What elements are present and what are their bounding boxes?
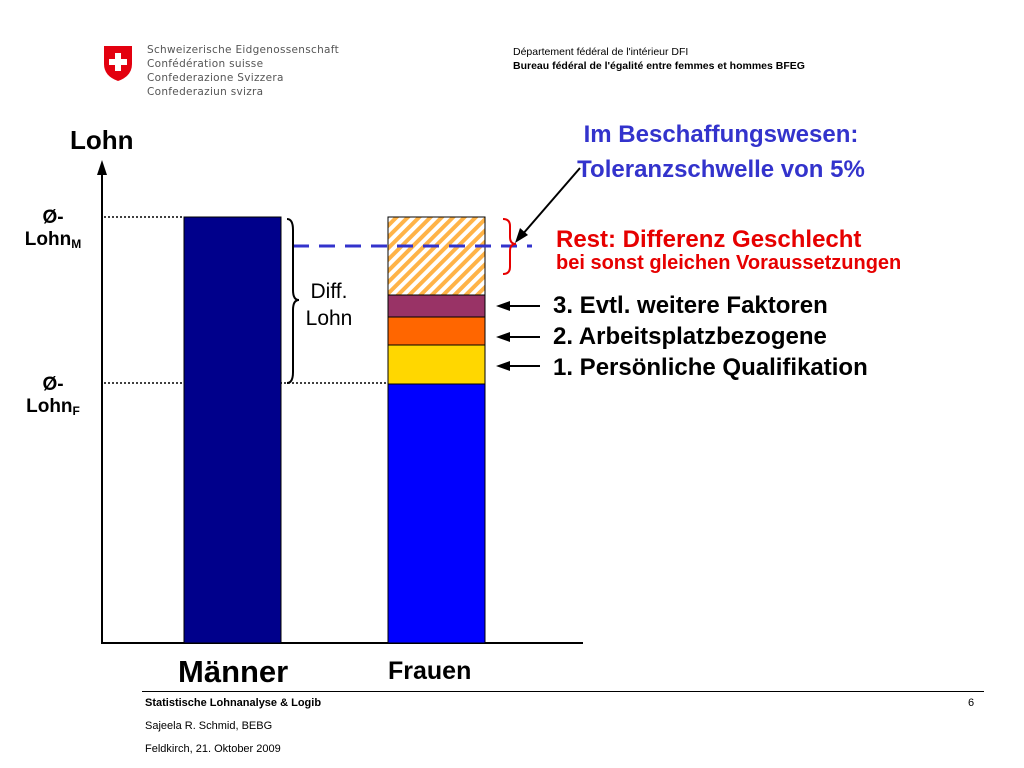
footer-divider bbox=[142, 691, 984, 692]
diff-label-line1: Diff. bbox=[310, 280, 348, 303]
women-base-bar bbox=[388, 384, 485, 643]
avg-men-text bbox=[18, 229, 88, 255]
segment-rest-gender bbox=[388, 217, 485, 295]
diff-label-line2: Lohn bbox=[305, 307, 353, 330]
segment-qualification bbox=[388, 345, 485, 384]
diff-label bbox=[296, 278, 362, 332]
footer-place-date: Feldkirch, 21. Oktober 2009 bbox=[145, 743, 281, 755]
factor2-label: 2. Arbeitsplatzbezogene bbox=[553, 323, 827, 350]
segment-other-factors bbox=[388, 295, 485, 317]
avg-women-word: Lohn bbox=[26, 396, 73, 417]
tolerance-title-line2: Toleranzschwelle von 5% bbox=[577, 156, 865, 183]
avg-men-label bbox=[18, 207, 88, 255]
avg-women-prefix: Ø- bbox=[42, 374, 64, 395]
avg-men-prefix: Ø- bbox=[42, 207, 64, 228]
factor1-label: 1. Persönliche Qualifikation bbox=[553, 354, 868, 381]
tolerance-title-line1: Im Beschaffungswesen: bbox=[583, 121, 859, 148]
department-name: Département fédéral de l'intérieur DFI bbox=[513, 46, 689, 58]
segment-workplace bbox=[388, 317, 485, 345]
rest-title: Rest: Differenz Geschlecht bbox=[556, 226, 862, 253]
avg-women-text bbox=[18, 396, 88, 422]
bureau-name: Bureau fédéral de l'égalité entre femmes et hommes BFEG bbox=[513, 60, 805, 72]
avg-women-label bbox=[18, 374, 88, 422]
org-line-it: Confederazione Svizzera bbox=[147, 72, 284, 84]
org-line-rm: Confederaziun svizra bbox=[147, 86, 264, 98]
factor1-arrow-icon bbox=[496, 361, 510, 371]
org-line-fr: Confédération suisse bbox=[147, 58, 264, 70]
factor3-label: 3. Evtl. weitere Faktoren bbox=[553, 292, 828, 319]
org-line-de: Schweizerische Eidgenossenschaft bbox=[147, 44, 339, 56]
y-axis-arrow-icon bbox=[97, 160, 107, 175]
men-bar bbox=[184, 217, 281, 643]
factor2-arrow-icon bbox=[496, 332, 510, 342]
y-axis-title: Lohn bbox=[70, 125, 134, 155]
tolerance-title bbox=[536, 117, 906, 187]
rest-subtitle: bei sonst gleichen Voraussetzungen bbox=[556, 252, 902, 274]
factor3-arrow-icon bbox=[496, 301, 510, 311]
avg-men-subscript: M bbox=[71, 237, 82, 251]
avg-men-word: Lohn bbox=[24, 229, 72, 250]
page-number: 6 bbox=[968, 697, 975, 709]
footer-title: Statistische Lohnanalyse & Logib bbox=[145, 697, 322, 709]
category-men: Männer bbox=[178, 654, 289, 689]
category-women: Frauen bbox=[388, 657, 472, 685]
footer-author: Sajeela R. Schmid, BEBG bbox=[145, 720, 273, 732]
avg-women-subscript: F bbox=[72, 404, 80, 418]
